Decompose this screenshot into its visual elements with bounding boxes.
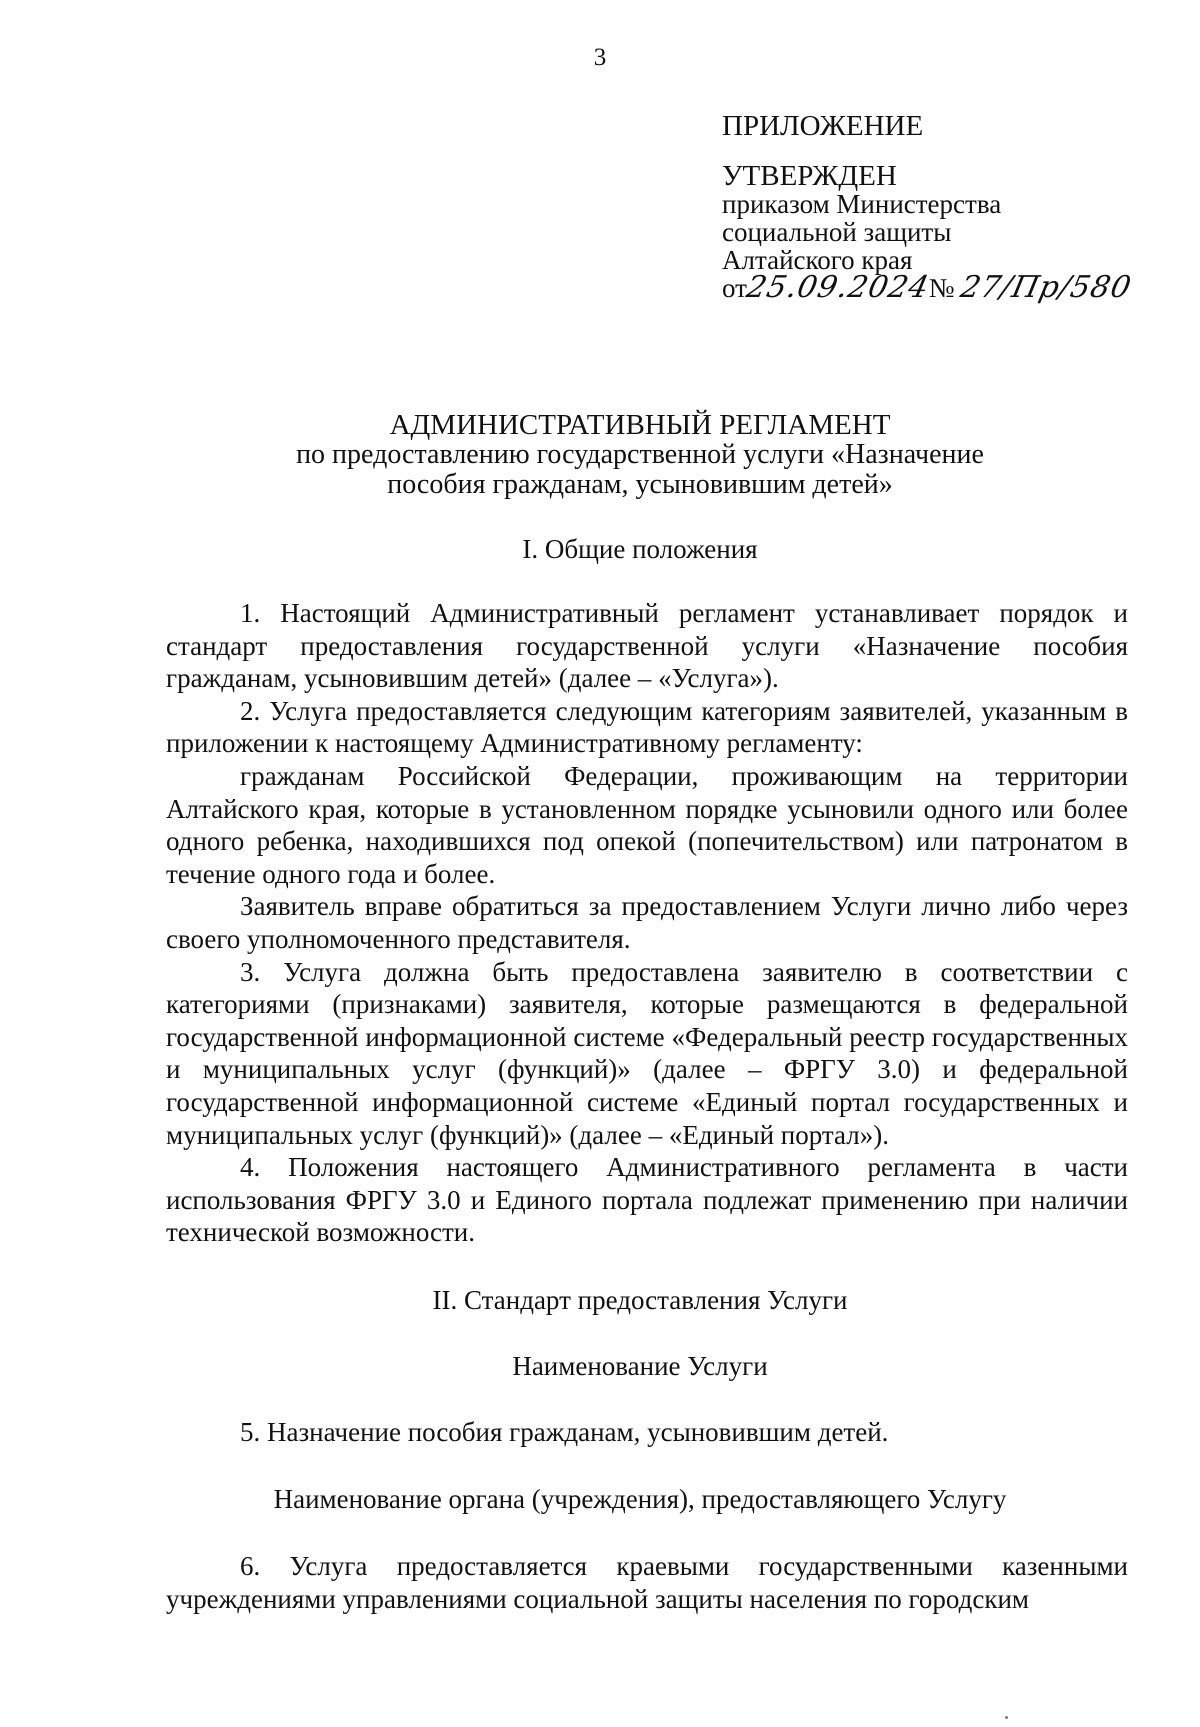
approval-block <box>722 112 1192 308</box>
paragraph-1: 1. Настоящий Административный регламент устанавливает порядок и стандарт предоставления государственной услуги «Назначение пособия гражданам, усыновившим детей» (далее – «Услуга»). <box>166 598 1128 694</box>
section-1-body <box>166 597 1128 1249</box>
scan-speck <box>1005 1716 1008 1719</box>
section-2-heading: II. Стандарт предоставления Услуги <box>432 1285 848 1315</box>
handwritten-order-number: 27/Пр/580 <box>957 270 1136 305</box>
paragraph-6: 6. Услуга предоставляется краевыми государственными казенными учреждениями управлениями социальной защиты населения по городским <box>166 1551 1128 1614</box>
paragraph-6-block <box>166 1550 1128 1615</box>
title-line-3: пособия гражданам, усыновившим детей» <box>387 469 893 500</box>
title-line-2: по предоставлению государственной услуги «Назначение <box>296 439 984 470</box>
approved-label: УТВЕРЖДЕН <box>722 160 897 192</box>
document-title <box>150 410 1130 500</box>
paragraph-3: 3. Услуга должна быть предоставлена заявителю в соответствии с категориями (признаками) заявителя, которые размещаются в федеральной государственной информационной системе «Федеральный реестр государственных и муниципальных услуг (функций)» (далее – ФРГУ 3.0) и федеральной государственной информационной системе «Единый портал государственных и муниципальных услуг (функций)» (далее – «Единый портал»). <box>166 956 1128 1150</box>
order-date-line <box>722 270 1192 308</box>
paragraph-4: 4. Положения настоящего Административного регламента в части использования ФРГУ 3.0 и Единого портала подлежат применению при наличии технической возможности. <box>166 1152 1128 1248</box>
subheading-service-name: Наименование Услуги <box>512 1351 768 1381</box>
paragraph-2-category: гражданам Российской Федерации, проживающим на территории Алтайского края, которые в установленном порядке усыновили одного или более одного ребенка, находившихся под опекой (попечительством) или патронатом в течение одного года и более. <box>166 760 1128 889</box>
paragraph-5-block <box>166 1416 1128 1449</box>
approval-line-1: приказом Министерства <box>722 189 1002 219</box>
approval-line-2: социальной защиты <box>722 217 952 247</box>
paragraph-2-representative: Заявитель вправе обратиться за предоставлением Услуги лично либо через своего уполномоченного представителя. <box>166 891 1128 954</box>
title-main: АДМИНИСТРАТИВНЫЙ РЕГЛАМЕНТ <box>389 409 891 441</box>
appendix-label: ПРИЛОЖЕНИЕ <box>722 110 924 142</box>
paragraph-2: 2. Услуга предоставляется следующим категориям заявителей, указанным в приложении к настоящему Административному регламенту: <box>166 695 1128 759</box>
handwritten-date: 25.09.2024 <box>743 270 933 305</box>
paragraph-5: 5. Назначение пособия гражданам, усыновившим детей. <box>240 1417 889 1447</box>
subheading-providing-body: Наименование органа (учреждения), предоставляющего Услугу <box>273 1484 1007 1514</box>
section-1-heading: I. Общие положения <box>522 534 758 564</box>
date-prefix: от <box>722 273 747 303</box>
approval-line-3: Алтайского края <box>722 245 913 275</box>
page-number: 3 <box>593 44 607 71</box>
number-sign: № <box>928 273 955 303</box>
